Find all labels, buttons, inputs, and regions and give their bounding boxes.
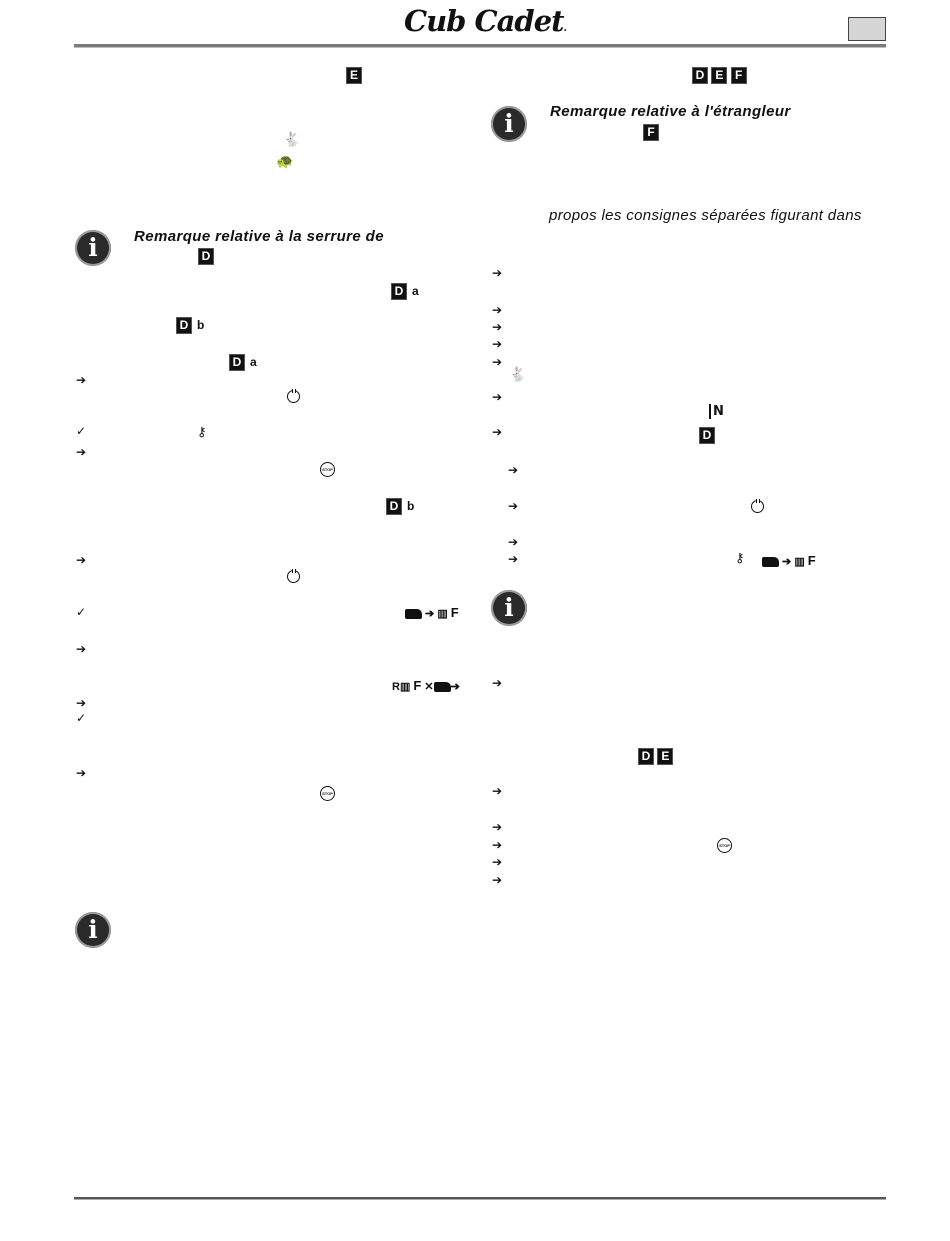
arrow-icon: ➔ <box>492 390 503 404</box>
badge-d: D <box>699 427 715 444</box>
ignition-dial-icon <box>287 570 300 583</box>
badge-suffix-a: a <box>250 355 257 369</box>
arrow-icon: ➔ <box>508 463 519 477</box>
arrow-icon: ➔ <box>492 873 503 887</box>
checkmark-icon: ✓ <box>76 605 87 619</box>
header-rule <box>74 44 886 48</box>
info-icon-letter: i <box>504 593 514 622</box>
key-icon: ⚷ <box>735 551 745 566</box>
arrow-icon: ➔ <box>492 855 503 869</box>
instructions-reference-line: propos les consignes séparées figurant dans <box>549 207 862 224</box>
badge-d: D <box>391 283 407 300</box>
info-icon-letter: i <box>504 109 514 138</box>
mower-reverse-icon: R▥ F ✕ ➔ <box>392 678 460 693</box>
f-label: F <box>413 678 422 693</box>
badge-suffix-b: b <box>407 499 415 513</box>
badge-group-def <box>692 67 747 84</box>
stop-icon: STOP <box>717 838 732 853</box>
arrow-icon: ➔ <box>76 373 87 387</box>
f-label: F <box>450 605 459 620</box>
arrow-icon: ➔ <box>76 445 87 459</box>
ignition-dial-icon <box>287 390 300 403</box>
brand-mark: . <box>563 23 567 34</box>
arrow-icon: ➔ <box>492 838 503 852</box>
arrow-icon: ➔ <box>492 337 503 351</box>
arrow-icon: ➔ <box>76 696 87 710</box>
note-title-lock: Remarque relative à la serrure de <box>134 228 384 245</box>
checkmark-icon: ✓ <box>76 711 87 725</box>
rabbit-icon: 🐇 <box>509 366 527 382</box>
stop-icon: STOP <box>320 786 335 801</box>
f-label: F <box>807 553 816 568</box>
arrow-icon: ➔ <box>492 676 503 690</box>
key-icon: ⚷ <box>197 425 207 440</box>
badge-d: D <box>198 248 214 265</box>
footer-rule <box>74 1197 886 1200</box>
badge-f: F <box>731 67 747 84</box>
info-icon <box>491 590 527 626</box>
ignition-dial-icon <box>751 500 764 513</box>
arrow-icon: ➔ <box>508 499 519 513</box>
arrow-icon: ➔ <box>492 320 503 334</box>
badge-d: D <box>638 748 654 765</box>
info-icon-letter: i <box>88 915 98 944</box>
arrow-icon: ➔ <box>76 642 87 656</box>
badge-d: D <box>692 67 708 84</box>
arrow-icon: ➔ <box>492 303 503 317</box>
arrow-icon: ➔ <box>76 553 87 567</box>
arrow-icon: ➔ <box>492 784 503 798</box>
badge-d: D <box>386 498 402 515</box>
badge-f: F <box>643 124 659 141</box>
arrow-icon: ➔ <box>492 266 503 280</box>
badge-e: E <box>711 67 727 84</box>
mower-to-f-icon: ➔ ▥ F <box>762 553 816 568</box>
badge-group-de <box>638 748 673 765</box>
arrow-icon: ➔ <box>492 425 503 439</box>
info-icon <box>491 106 527 142</box>
info-icon <box>75 912 111 948</box>
arrow-icon: ➔ <box>508 552 519 566</box>
checkmark-icon: ✓ <box>76 424 87 438</box>
mower-icon <box>405 609 422 619</box>
brand-logo <box>404 4 566 38</box>
note-title-choke: Remarque relative à l'étrangleur <box>550 103 791 120</box>
arrow-icon: ➔ <box>492 355 503 369</box>
stop-icon: STOP <box>320 462 335 477</box>
mower-icon <box>434 682 451 692</box>
badge-d: D <box>229 354 245 371</box>
badge-d-a <box>229 354 257 371</box>
turtle-icon: 🐢 <box>276 153 294 169</box>
rabbit-icon: 🐇 <box>283 131 301 147</box>
badge-e: E <box>657 748 673 765</box>
info-icon-letter: i <box>88 233 98 262</box>
arrow-icon: ➔ <box>492 820 503 834</box>
arrow-icon: ➔ <box>508 535 519 549</box>
badge-d-b <box>176 317 204 334</box>
badge-e: E <box>346 67 362 84</box>
brand-name: Cub Cadet <box>404 4 564 38</box>
mower-to-f-icon: ➔ ▥ F <box>405 605 459 620</box>
arrow-icon: ➔ <box>76 766 87 780</box>
page-number-box <box>848 17 886 41</box>
neutral-icon: N <box>709 404 724 419</box>
mower-icon <box>762 557 779 567</box>
badge-d: D <box>176 317 192 334</box>
badge-suffix-b: b <box>197 318 205 332</box>
badge-d-a <box>391 283 419 300</box>
info-icon <box>75 230 111 266</box>
badge-d-b <box>386 498 414 515</box>
badge-suffix-a: a <box>412 284 419 298</box>
